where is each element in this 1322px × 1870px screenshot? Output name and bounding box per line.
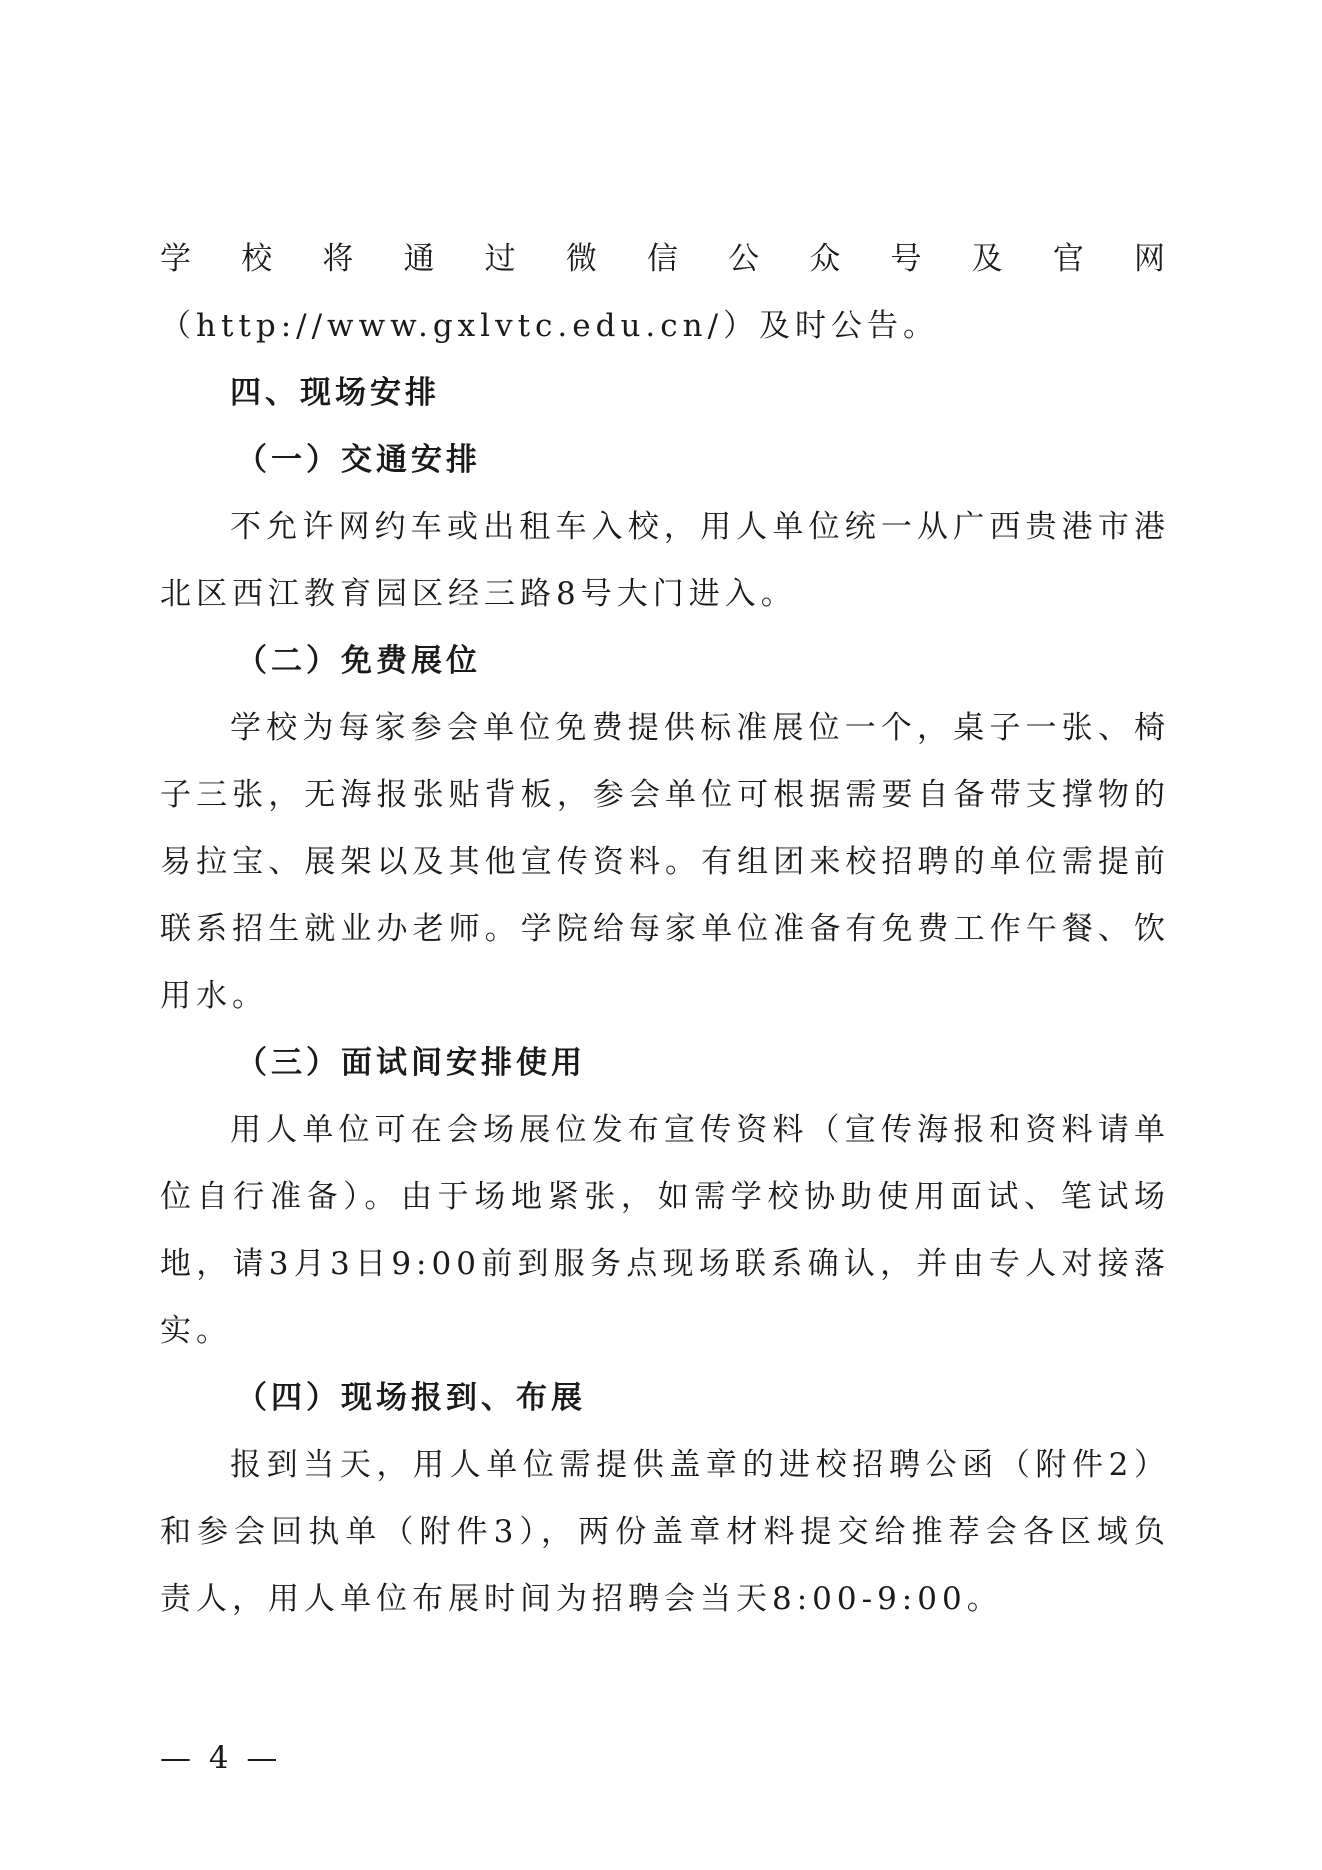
section-heading-onsite-arrangement: 四、现场安排 [230, 375, 440, 411]
page-number: — 4 — [160, 1740, 282, 1776]
paragraph-transport: 不允许网约车或出租车入校，用人单位统一从广西贵港市港北区西江教育园区经三路8号大门进入。 [160, 509, 1170, 612]
subheading-interview-room: （三）面试间安排使用 [236, 1045, 586, 1081]
paragraph-announcement: 学校将通过微信公众号及官网（http://www.gxlvtc.edu.cn/）及时公告。 [160, 241, 1170, 344]
subheading-checkin-setup: （四）现场报到、布展 [236, 1380, 586, 1416]
subheading-free-booth: （二）免费展位 [236, 643, 481, 679]
paragraph-checkin-setup: 报到当天，用人单位需提供盖章的进校招聘公函（附件2）和参会回执单（附件3），两份盖章材料提交给推荐会各区域负责人，用人单位布展时间为招聘会当天8:00-9:00。 [160, 1447, 1170, 1617]
paragraph-interview-room: 用人单位可在会场展位发布宣传资料（宣传海报和资料请单位自行准备）。由于场地紧张，如需学校协助使用面试、笔试场地，请3月3日9:00前到服务点现场联系确认，并由专人对接落实。 [160, 1112, 1170, 1349]
paragraph-free-booth: 学校为每家参会单位免费提供标准展位一个，桌子一张、椅子三张，无海报张贴背板，参会单位可根据需要自备带支撑物的易拉宝、展架以及其他宣传资料。有组团来校招聘的单位需提前联系招生就业办老师。学院给每家单位准备有免费工作午餐、饮用水。 [160, 710, 1170, 1014]
subheading-transport: （一）交通安排 [236, 442, 481, 478]
document-body [160, 226, 1170, 1633]
